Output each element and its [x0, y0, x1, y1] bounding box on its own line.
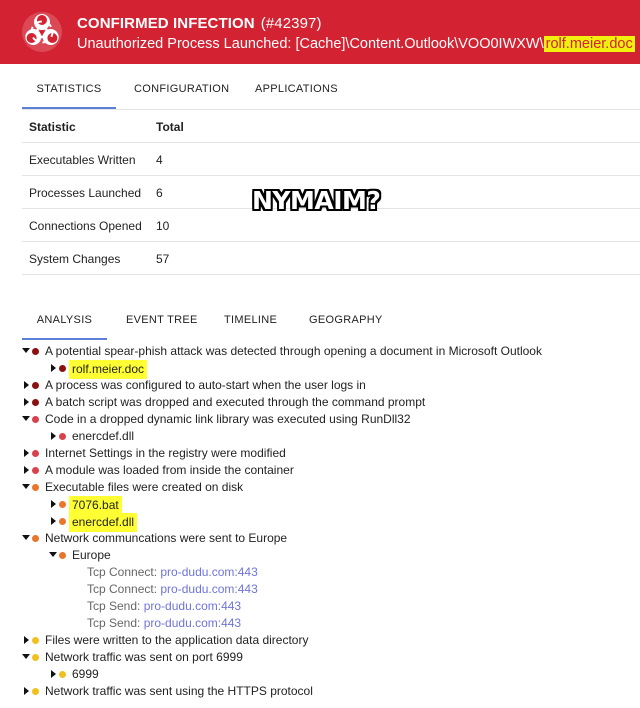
- severity-dot-icon: [59, 552, 66, 559]
- tree-node-label: A process was configured to auto-start when the user logs in: [45, 378, 366, 392]
- tab-analysis[interactable]: ANALYSIS: [22, 302, 107, 340]
- connection-type: Tcp Connect:: [87, 582, 161, 596]
- connection-detail: [87, 598, 241, 615]
- incident-id: (#42397): [260, 15, 322, 32]
- caret-right-icon[interactable]: [51, 517, 56, 525]
- tree-node-label: enercdef.dll: [69, 513, 137, 532]
- tab-event-tree[interactable]: EVENT TREE: [126, 314, 198, 326]
- process-filename: rolf.meier.doc: [545, 36, 633, 52]
- tree-node-label: 7076.bat: [69, 496, 122, 515]
- tree-node-label: Code in a dropped dynamic link library was executed using RunDll32: [45, 412, 411, 426]
- caret-right-icon[interactable]: [24, 636, 29, 644]
- severity-dot-icon: [59, 433, 66, 440]
- connection-host-link[interactable]: pro-dudu.com:443: [160, 582, 258, 596]
- connection-detail: [87, 564, 258, 581]
- caret-right-icon[interactable]: [24, 466, 29, 474]
- tree-node-label: Network communcations were sent to Europe: [45, 531, 288, 545]
- connection-detail: [87, 615, 241, 632]
- caret-right-icon[interactable]: [51, 364, 56, 372]
- stat-value: 6: [156, 186, 163, 200]
- severity-dot-icon: [59, 501, 66, 508]
- tree-node-label: Network traffic was sent using the HTTPS protocol: [45, 684, 313, 698]
- connection-host-link[interactable]: pro-dudu.com:443: [160, 565, 258, 579]
- infection-subtitle: [77, 36, 635, 52]
- tree-node-label: Files were written to the application data directory: [45, 633, 309, 647]
- caret-down-icon[interactable]: [49, 552, 57, 557]
- severity-dot-icon: [32, 654, 39, 661]
- severity-dot-icon: [59, 365, 66, 372]
- connection-type: Tcp Send:: [87, 616, 144, 630]
- severity-dot-icon: [32, 637, 39, 644]
- severity-dot-icon: [32, 348, 39, 355]
- stat-value: 10: [156, 219, 170, 233]
- stat-value: 4: [156, 153, 163, 167]
- meme-caption: NYMAIM?: [252, 186, 381, 215]
- tab-configuration[interactable]: CONFIGURATION: [134, 83, 230, 95]
- tab-geography[interactable]: GEOGRAPHY: [309, 314, 383, 326]
- tree-node-label: A potential spear-phish attack was detected through opening a document in Microsoft Outlook: [45, 344, 542, 358]
- analysis-tabs: [22, 302, 640, 340]
- table-row: [22, 143, 640, 176]
- connection-type: Tcp Connect:: [87, 565, 161, 579]
- header-total: Total: [156, 120, 184, 134]
- tree-node-label: Internet Settings in the registry were modified: [45, 446, 286, 460]
- connection-detail: [87, 581, 258, 598]
- biohazard-icon: [21, 11, 63, 53]
- severity-dot-icon: [32, 399, 39, 406]
- caret-right-icon[interactable]: [51, 432, 56, 440]
- caret-right-icon[interactable]: [24, 449, 29, 457]
- severity-dot-icon: [32, 484, 39, 491]
- stat-value: 57: [156, 252, 170, 266]
- severity-dot-icon: [59, 518, 66, 525]
- stat-label: Executables Written: [29, 153, 136, 167]
- tab-timeline[interactable]: TIMELINE: [224, 314, 278, 326]
- tree-node-label: 6999: [72, 667, 99, 681]
- caret-right-icon[interactable]: [24, 687, 29, 695]
- severity-dot-icon: [32, 535, 39, 542]
- severity-dot-icon: [32, 688, 39, 695]
- info-tabs: [22, 71, 640, 109]
- connection-host-link[interactable]: pro-dudu.com:443: [143, 599, 242, 613]
- stat-label: System Changes: [29, 252, 121, 266]
- severity-dot-icon: [32, 416, 39, 423]
- caret-right-icon[interactable]: [24, 381, 29, 389]
- severity-dot-icon: [59, 671, 66, 678]
- tree-node-label: rolf.meier.doc: [69, 360, 147, 379]
- caret-down-icon[interactable]: [22, 484, 30, 489]
- tree-node-label: Network traffic was sent on port 6999: [45, 650, 243, 664]
- tree-node-label: enercdef.dll: [72, 429, 135, 443]
- caret-down-icon[interactable]: [22, 416, 30, 421]
- severity-dot-icon: [32, 382, 39, 389]
- infection-status: CONFIRMED INFECTION: [77, 15, 255, 32]
- stat-label: Connections Opened: [29, 219, 142, 233]
- caret-right-icon[interactable]: [51, 500, 56, 508]
- caret-down-icon[interactable]: [22, 348, 30, 353]
- header-statistic: Statistic: [29, 120, 76, 134]
- tree-node-label: A module was loaded from inside the container: [45, 463, 294, 477]
- stat-label: Processes Launched: [29, 186, 142, 200]
- tab-applications[interactable]: APPLICATIONS: [255, 83, 338, 95]
- connection-host-link[interactable]: pro-dudu.com:443: [143, 616, 242, 630]
- severity-dot-icon: [32, 467, 39, 474]
- tree-node-label: A batch script was dropped and executed through the command prompt: [45, 395, 426, 409]
- caret-right-icon[interactable]: [24, 398, 29, 406]
- connection-type: Tcp Send:: [87, 599, 144, 613]
- caret-right-icon[interactable]: [51, 670, 56, 678]
- caret-down-icon[interactable]: [22, 535, 30, 540]
- severity-dot-icon: [32, 450, 39, 457]
- table-header: [22, 110, 640, 143]
- infection-header: [0, 0, 640, 64]
- table-row: [22, 242, 640, 275]
- process-path: Unauthorized Process Launched: [Cache]\Content.Outlook\VOO0IWXW\: [77, 36, 544, 52]
- infection-title: [77, 15, 322, 32]
- tree-node-label: Europe: [72, 548, 111, 562]
- tree-node-label: Executable files were created on disk: [45, 480, 244, 494]
- tab-statistics[interactable]: STATISTICS: [22, 71, 116, 109]
- caret-down-icon[interactable]: [22, 654, 30, 659]
